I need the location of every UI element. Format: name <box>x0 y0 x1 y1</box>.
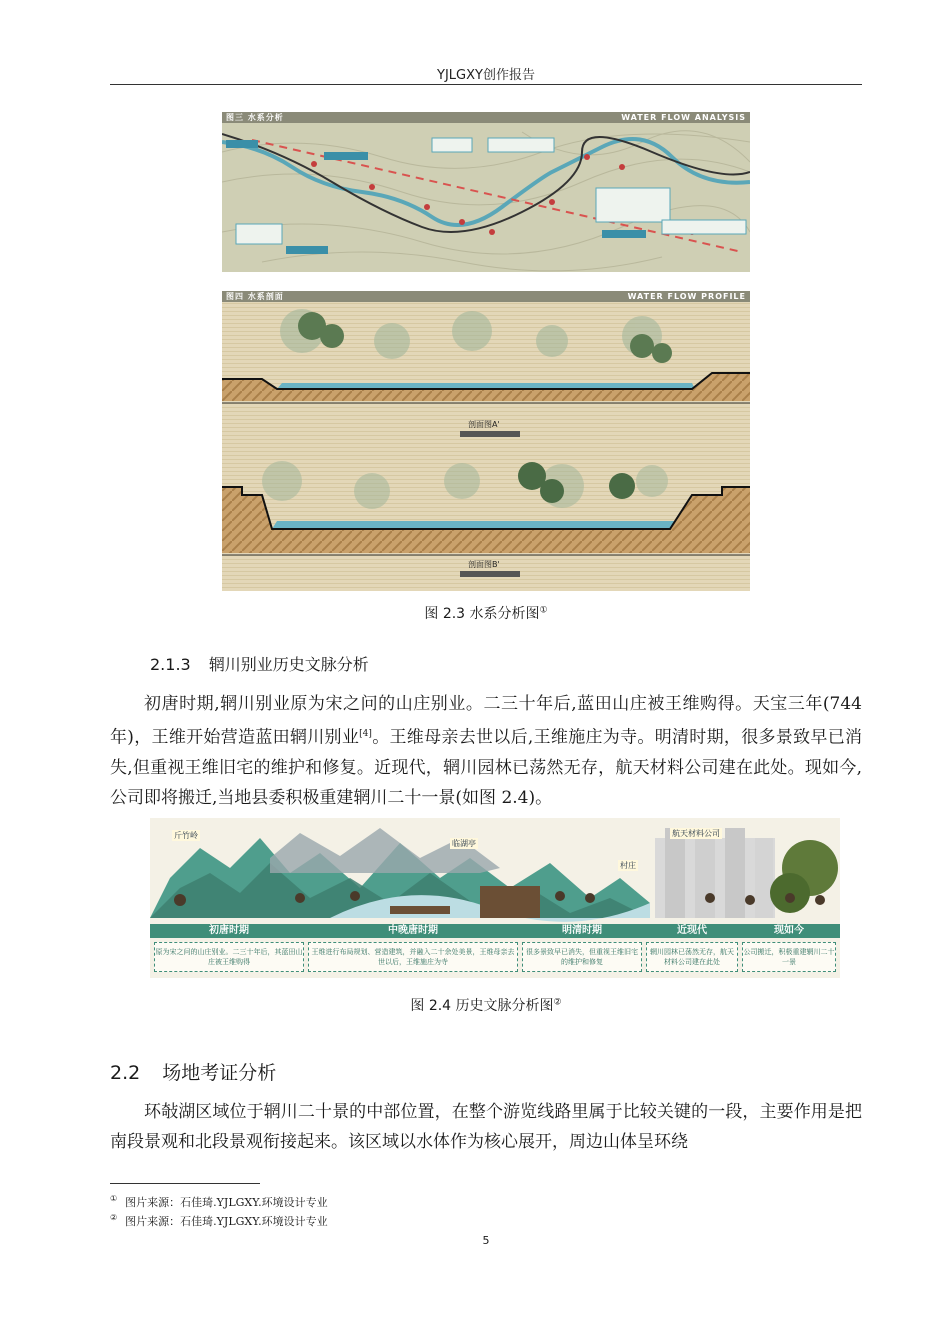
era-label-modern: 近现代 <box>677 925 707 936</box>
section-number: 2.2 <box>110 1062 141 1084</box>
era-note-ming-qing: 很多景致早已消失，但重视王维旧宅的维护和修复 <box>522 942 642 972</box>
era-note-early-tang: 原为宋之问的山庄别业。二三十年后，其蓝田山庄被王维购得 <box>154 942 304 972</box>
era-note-mid-late-tang: 王维进行布局规划、营造建筑，并融入二十余处美景，王维母亲去世以后，王维施庄为寺 <box>308 942 518 972</box>
paragraph-history-part1: 初唐时期,辋川别业原为宋之问的山庄别业。二三十年后,蓝田山庄被王维购得。天宝三年(744 年)，王维开始营造蓝田辋川别业 <box>110 694 862 748</box>
era-label-mid-late-tang: 中晚唐时期 <box>388 925 438 936</box>
section-a-label: 剖面图A' <box>468 420 500 429</box>
historical-context-figure <box>150 818 840 978</box>
figure-2-4-caption-text: 图 2.4 历史文脉分析图 <box>410 998 554 1014</box>
paragraph-history <box>110 689 862 813</box>
section-b-label: 剖面图B' <box>468 560 500 569</box>
paragraph-site-analysis: 环敧湖区域位于辋川二十景的中部位置，在整个游览线路里属于比较关键的一段，主要作用是把南段景观和北段景观衔接起来。该区域以水体作为核心展开，周边山体呈环绕 <box>110 1102 862 1152</box>
era-note-present: 公司搬迁，积极重建辋川二十一景 <box>742 942 836 972</box>
profile-title-cn: 图四 水系剖面 <box>226 292 284 301</box>
running-header: YJLGXY创作报告 <box>437 68 535 83</box>
figure-2-3-caption <box>110 603 862 623</box>
place-label-aerospace-company: 航天材料公司 <box>672 829 720 838</box>
footnote-1-mark: ① <box>110 1194 118 1203</box>
profile-graphic <box>222 291 750 591</box>
section-title: 场地考证分析 <box>162 1062 277 1084</box>
paragraph-history-part2: 。王维母亲去世以后,王维施庄为寺。明清时期，很多景致早已消失,但重视王维旧宅的维护和修复。近现代，辋川园林已荡然无存，航天材料公司建在此处。现如今,公司即将搬迁,当地县委积极重建辋川二十一景(如图 2.4)。 <box>110 727 862 808</box>
section-heading-2-1-3 <box>150 652 369 675</box>
era-label-ming-qing: 明清时期 <box>562 925 602 936</box>
citation-ref: [4] <box>359 729 372 739</box>
water-flow-profile <box>222 291 750 591</box>
section-heading-2-2 <box>110 1058 276 1085</box>
footnote-2-text: 图片来源：石佳琦.YJLGXY.环境设计专业 <box>125 1215 328 1228</box>
figure-2-4-caption <box>110 995 862 1015</box>
section-number: 2.1.3 <box>150 655 191 674</box>
footnote-1 <box>110 1194 328 1210</box>
place-label-jinzhuling: 斤竹岭 <box>174 831 198 840</box>
figure-2-3-caption-text: 图 2.3 水系分析图 <box>424 606 540 622</box>
footnote-1-text: 图片来源：石佳琦.YJLGXY.环境设计专业 <box>125 1196 328 1209</box>
page-number: 5 <box>482 1234 490 1247</box>
profile-title-en: WATER FLOW PROFILE <box>627 292 746 301</box>
era-label-present: 现如今 <box>774 925 804 936</box>
place-label-village: 村庄 <box>620 861 636 870</box>
footnote-2 <box>110 1213 328 1229</box>
map-title-cn: 图三 水系分析 <box>226 113 284 122</box>
map-graphic <box>222 112 750 272</box>
era-note-modern: 辋川园林已荡然无存，航天材料公司建在此处 <box>646 942 738 972</box>
footnote-2-mark: ② <box>110 1213 118 1222</box>
footnote-rule <box>110 1183 260 1184</box>
place-label-linhuting: 临湖亭 <box>452 839 476 848</box>
figure-2-4-footnote-ref: ② <box>553 997 562 1008</box>
water-flow-analysis-map <box>222 112 750 272</box>
figure-2-3-footnote-ref: ① <box>539 605 548 616</box>
header-rule <box>110 84 862 85</box>
era-label-early-tang: 初唐时期 <box>209 925 249 936</box>
section-title: 辋川别业历史文脉分析 <box>208 655 369 674</box>
map-title-en: WATER FLOW ANALYSIS <box>621 113 746 122</box>
